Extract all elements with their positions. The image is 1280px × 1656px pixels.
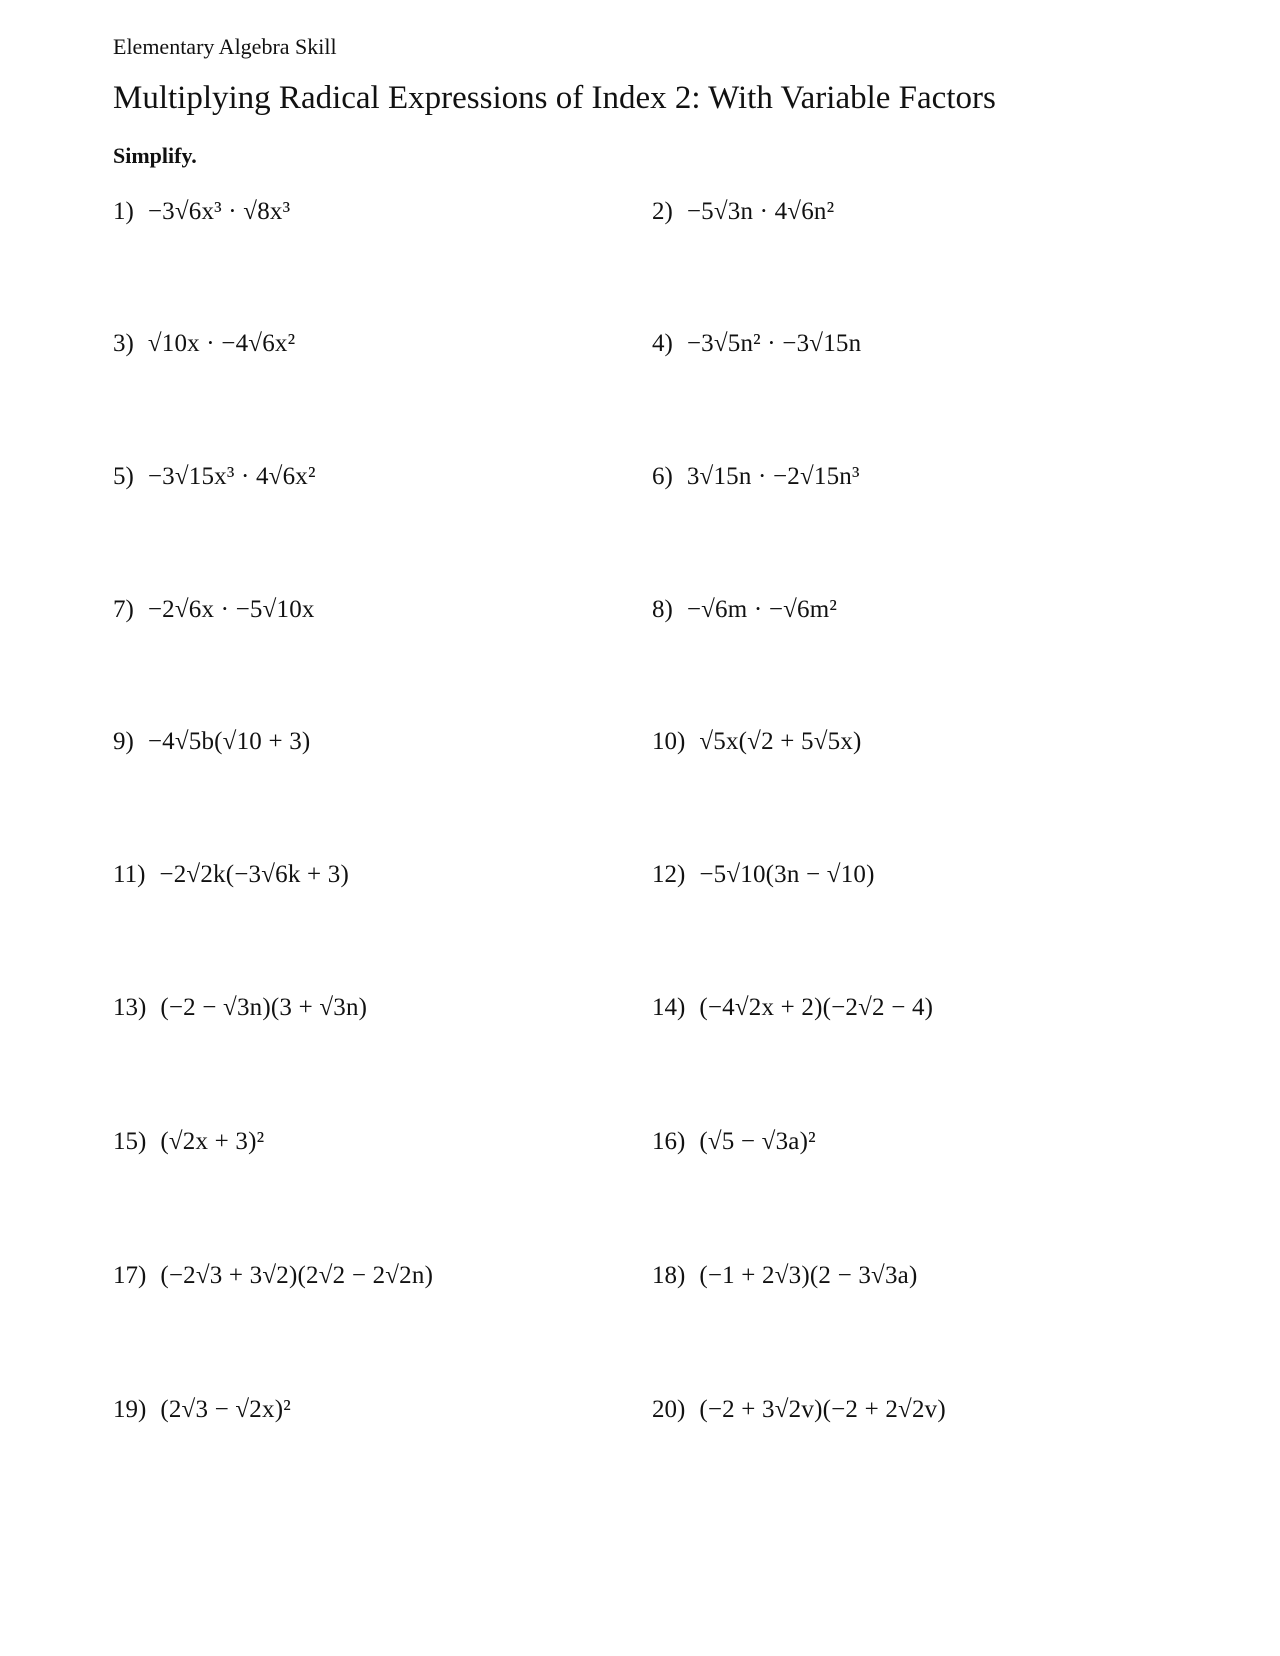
problem-14 [652, 988, 933, 1028]
problem-expression: √5x(√2 + 5√5x) [699, 728, 862, 755]
problem-expression: (−2 − √3n)(3 + √3n) [160, 994, 368, 1021]
problem-9 [113, 722, 310, 762]
problem-expression: (2√3 − √2x)² [160, 1396, 291, 1423]
problem-number: 9) [113, 728, 134, 755]
problem-number: 16) [652, 1128, 686, 1155]
problem-expression: (√2x + 3)² [160, 1128, 265, 1155]
problem-20 [652, 1390, 946, 1430]
problem-expression: −5√10(3n − √10) [699, 861, 875, 888]
problem-3 [113, 324, 295, 364]
problem-expression: −4√5b(√10 + 3) [147, 728, 311, 755]
problem-expression: −√6m · −√6m² [686, 596, 838, 623]
problem-number: 19) [113, 1396, 147, 1423]
problem-number: 20) [652, 1396, 686, 1423]
problem-1 [113, 192, 290, 232]
problem-number: 6) [652, 463, 673, 490]
problem-number: 7) [113, 596, 134, 623]
problem-13 [113, 988, 367, 1028]
problem-number: 5) [113, 463, 134, 490]
problem-number: 2) [652, 198, 673, 225]
problem-number: 8) [652, 596, 673, 623]
problem-8 [652, 590, 837, 630]
problem-5 [113, 457, 316, 497]
problem-6 [652, 457, 860, 497]
worksheet-title: Multiplying Radical Expressions of Index 2: With Variable Factors [113, 80, 996, 116]
problem-expression: (−1 + 2√3)(2 − 3√3a) [699, 1262, 918, 1289]
problem-number: 10) [652, 728, 686, 755]
problem-12 [652, 855, 875, 895]
problem-expression: −2√2k(−3√6k + 3) [159, 861, 349, 888]
problem-10 [652, 722, 862, 762]
problem-expression: −3√15x³ · 4√6x² [147, 463, 316, 490]
problem-15 [113, 1122, 264, 1162]
problem-19 [113, 1390, 291, 1430]
problem-number: 17) [113, 1262, 147, 1289]
problem-expression: −2√6x · −5√10x [147, 596, 315, 623]
problem-number: 14) [652, 994, 686, 1021]
problem-expression: −3√5n² · −3√15n [686, 330, 862, 357]
problem-expression: (−2√3 + 3√2)(2√2 − 2√2n) [160, 1262, 434, 1289]
problem-number: 12) [652, 861, 686, 888]
problem-number: 11) [113, 861, 146, 888]
problem-17 [113, 1256, 433, 1296]
problem-number: 4) [652, 330, 673, 357]
worksheet-subject: Elementary Algebra Skill [113, 34, 337, 59]
problem-number: 15) [113, 1128, 147, 1155]
problem-18 [652, 1256, 917, 1296]
problem-expression: √10x · −4√6x² [147, 330, 296, 357]
problem-7 [113, 590, 315, 630]
problem-2 [652, 192, 834, 232]
problem-expression: (−4√2x + 2)(−2√2 − 4) [699, 994, 934, 1021]
problem-4 [652, 324, 861, 364]
problem-11 [113, 855, 349, 895]
problem-number: 1) [113, 198, 134, 225]
problem-expression: −3√6x³ · √8x³ [147, 198, 291, 225]
problem-16 [652, 1122, 816, 1162]
problem-expression: −5√3n · 4√6n² [686, 198, 835, 225]
problem-number: 18) [652, 1262, 686, 1289]
problem-expression: 3√15n · −2√15n³ [686, 463, 860, 490]
problem-expression: (√5 − √3a)² [699, 1128, 816, 1155]
problem-number: 3) [113, 330, 134, 357]
problem-expression: (−2 + 3√2v)(−2 + 2√2v) [699, 1396, 946, 1423]
problem-number: 13) [113, 994, 147, 1021]
instructions: Simplify. [113, 143, 197, 168]
